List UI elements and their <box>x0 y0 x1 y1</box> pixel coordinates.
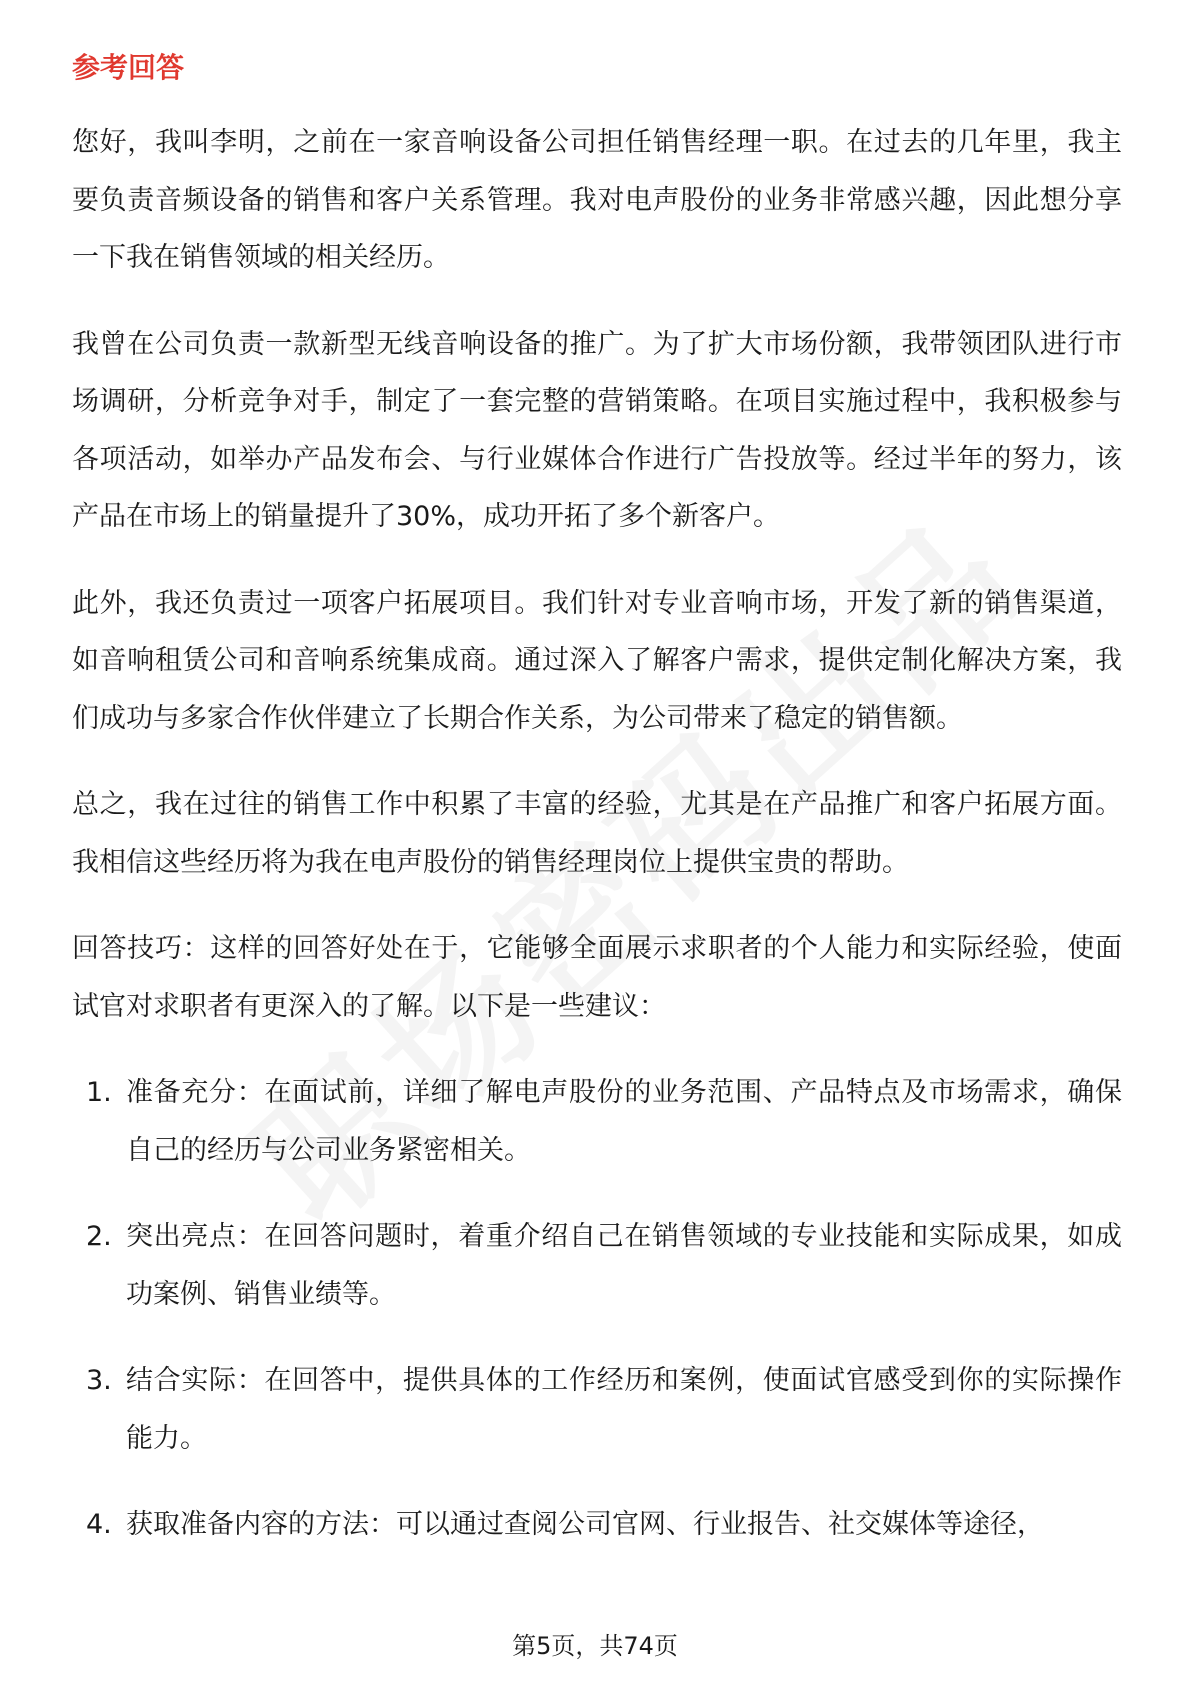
section-title: 参考回答 <box>72 51 185 84</box>
list-number: 2. <box>86 1221 112 1252</box>
list-item <box>72 1496 1122 1554</box>
tips-list <box>72 1064 1122 1554</box>
list-item <box>72 1352 1122 1467</box>
list-number: 3. <box>86 1365 112 1396</box>
paragraph-client-expansion: 此外，我还负责过一项客户拓展项目。我们针对专业音响市场，开发了新的销售渠道，如音响租赁公司和音响系统集成商。通过深入了解客户需求，提供定制化解决方案，我们成功与多家合作伙伴建立了长期合作关系，为公司带来了稳定的销售额。 <box>72 587 1122 734</box>
paragraph-promotion: 我曾在公司负责一款新型无线音响设备的推广。为了扩大市场份额，我带领团队进行市场调研，分析竞争对手，制定了一套完整的营销策略。在项目实施过程中，我积极参与各项活动，如举办产品发布会、与行业媒体合作进行广告投放等。经过半年的努力，该产品在市场上的销量提升了30%，成功开拓了多个新客户。 <box>72 328 1122 532</box>
paragraph-intro: 您好，我叫李明，之前在一家音响设备公司担任销售经理一职。在过去的几年里，我主要负责音频设备的销售和客户关系管理。我对电声股份的业务非常感兴趣，因此想分享一下我在销售领域的相关经历。 <box>72 127 1122 273</box>
paragraph-summary: 总之，我在过往的销售工作中积累了丰富的经验，尤其是在产品推广和客户拓展方面。我相信这些经历将为我在电声股份的销售经理岗位上提供宝贵的帮助。 <box>72 789 1122 878</box>
list-item <box>72 1064 1122 1179</box>
list-item-text: 突出亮点：在回答问题时，着重介绍自己在销售领域的专业技能和实际成果，如成功案例、销售业绩等。 <box>126 1221 1122 1310</box>
list-item <box>72 1208 1122 1323</box>
answer-content <box>72 114 1122 1583</box>
list-item-text: 准备充分：在面试前，详细了解电声股份的业务范围、产品特点及市场需求，确保自己的经历与公司业务紧密相关。 <box>126 1077 1122 1166</box>
list-number: 4. <box>86 1509 112 1540</box>
page-footer: 第5页，共74页 <box>512 1632 678 1660</box>
paragraph-tips-intro: 回答技巧：这样的回答好处在于，它能够全面展示求职者的个人能力和实际经验，使面试官对求职者有更深入的了解。以下是一些建议： <box>72 933 1122 1022</box>
list-item-text: 获取准备内容的方法：可以通过查阅公司官网、行业报告、社交媒体等途径， <box>126 1509 1044 1540</box>
list-item-text: 结合实际：在回答中，提供具体的工作经历和案例，使面试官感受到你的实际操作能力。 <box>126 1365 1122 1454</box>
list-number: 1. <box>86 1077 112 1108</box>
